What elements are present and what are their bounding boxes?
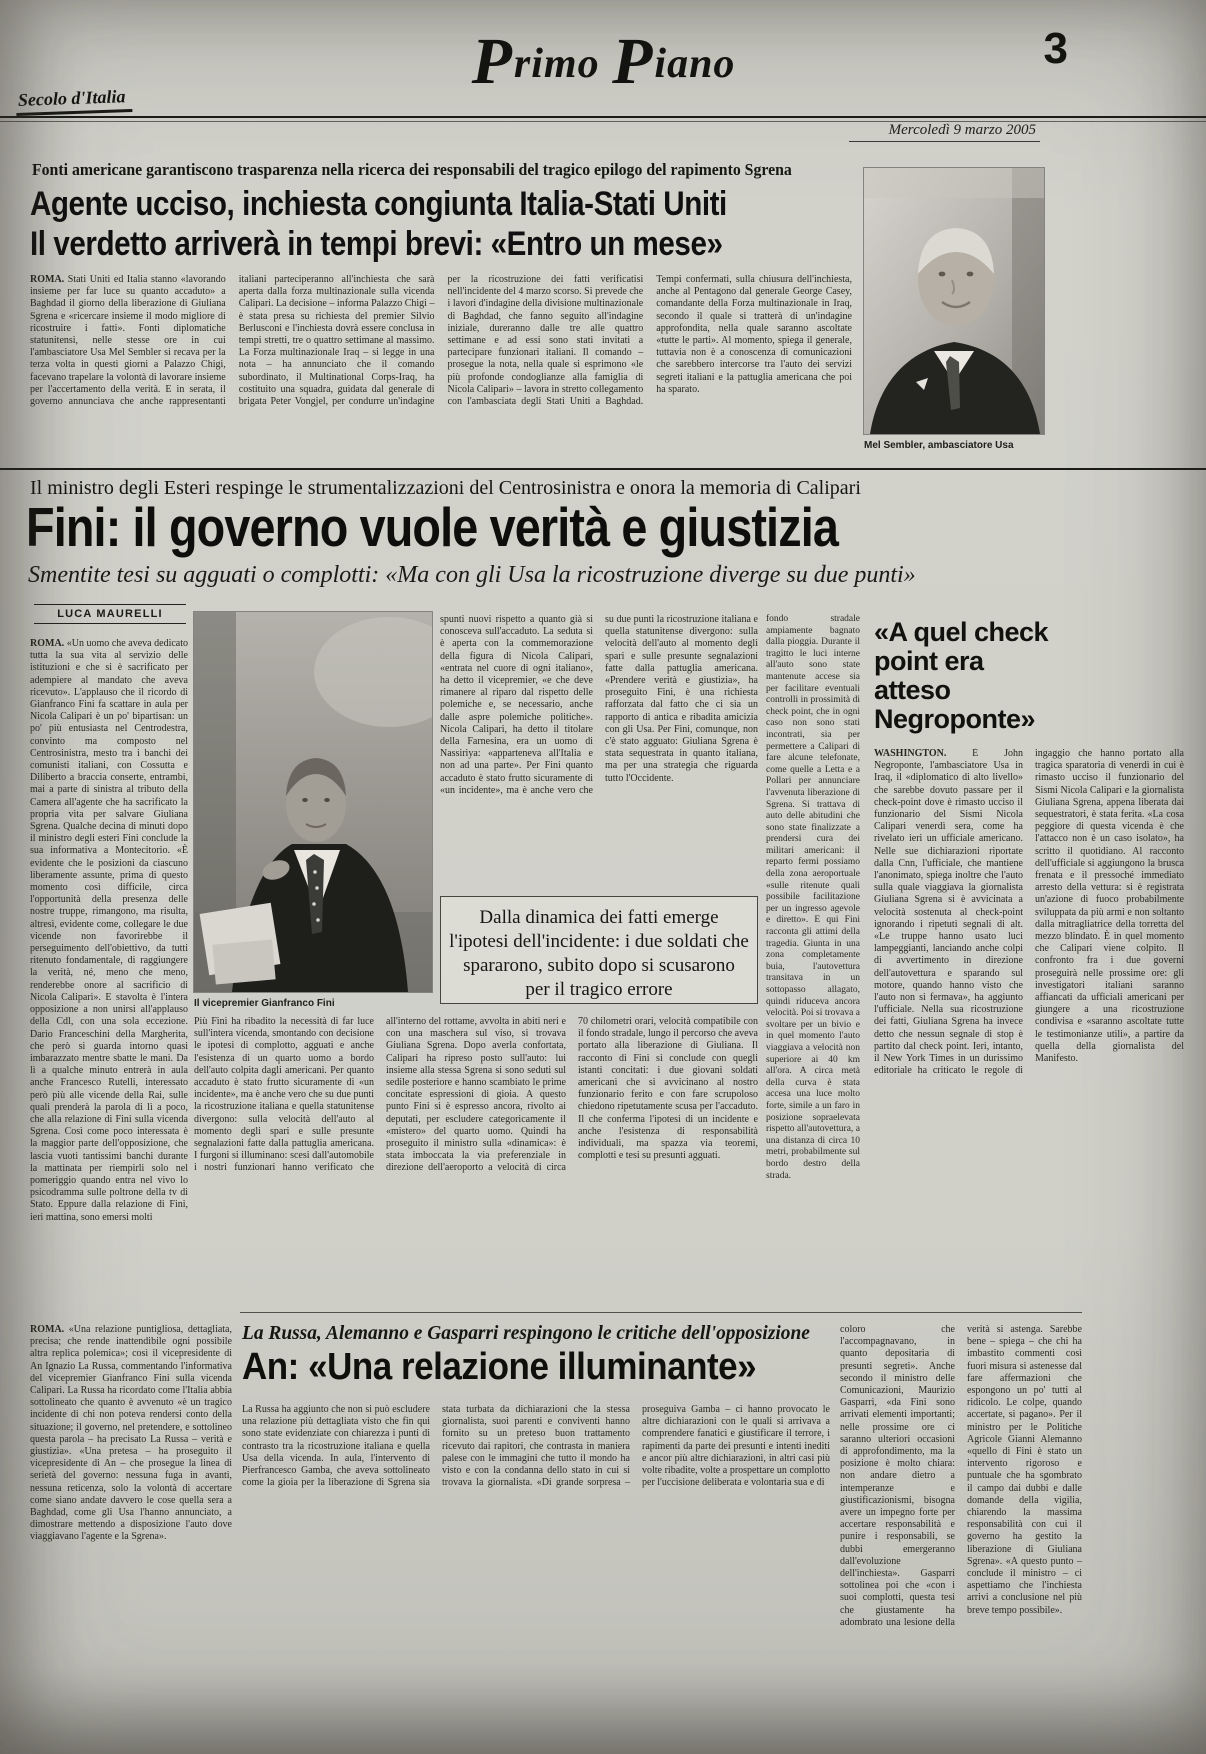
sidebar-title: «A quel check point era atteso Negroponte» (874, 617, 1049, 734)
section-divider (0, 468, 1206, 470)
article-bottom-col-left: ROMA. «Una relazione puntigliosa, dettagliata, precisa; che rende inattendibile ogni possibile altra replica polemica»; così il vicepresidente di An Ignazio La Russa, commentando l'informativa del vicepremier Gianfranco Fini sulla vicenda Calipari. La Russa ha ricordato come l'Italia abbia sottolineato che quanto è avvenuto «è un tragico incidente di chi non poteva rendersi conto della situazione; il governo, nel pretendere, e sottolineo questa parola – ha precisato La Russa – verità e giustizia». «Una pretesa – ha proseguito il vicepresidente di An – che prosegue la linea di serietà del governo: nessuna fuga in avanti, nessuna reticenza, solo la volontà di accertare come siano andate davvero le cose quella sera a Baghdad, come gli Usa l'hanno annunciato, a dimostrare mettendo a disposizione l'auto dove viaggiavano l'agente e la Sgrena». (30, 1324, 232, 1543)
article-top-headline (30, 184, 813, 264)
photo-gianfranco-fini-image (194, 612, 432, 992)
masthead: Secolo d'Italia (16, 86, 132, 116)
photo-mel-sembler (864, 168, 1044, 434)
article-main-col-left: ROMA. «Un uomo che aveva dedicato tutta la sua vita al servizio delle istituzioni e che si è sacrificato per adempiere al mandato che aveva ricevuto». L'applauso che il ricordo di Gianfranco Fini fa scattare in aula per Nicola Calipari è un po' bipartisan: un po' più entusiasta nel Centrodestra, convinto ma composto nel Centrosinistra, mesto tra i banchi dei comunisti italiani, con Cossutta e Diliberto a braccia conserte, entrambi, mai a parte di sinistra al tributo della Camera all'agente che ha sacrificato la propria vita per salvare Giuliana Sgrena. Qualche decina di minuti dopo il ministro degli esteri Fini conclude la sua informativa a Montecitorio. «È evidente che le posizioni da ciascuno liberamente assunte, prima di questo momento così difficile, circa l'opportunità della presenza delle nostre truppe, rimangono, ma risulta, altresì, evidente come, collegare le due vicende non favorirebbe il perseguimento dell'obiettivo, da tutti ritenuto fondamentale, di raggiungere la verità, né, meno che meno, renderebbe onore al sacrificio di Nicola Calipari». E stavolta è l'intera opposizione a non unirsi all'applauso della Cdl, con una sola eccezione. Dario Franceschini della Margherita, che però si guarda intorno quasi imbarazzato mentre sbatte le mani. Da lì a qualche minuto entrerà in aula anche Francesco Rutelli, interessato però più alle vicende della Rai, sulle quali prenderà la parola di lì a poco, che alla relazione di Fini sulla vicenda Sgrena. Così come poco interessata è la maggior parte dell'opposizione, che lascia vuoti tantissimi banchi durante la mattinata per riempirli solo nel pomeriggio quando entra nel vivo lo psicodramma sulle poltrone della tv di Stato. Eppure dalla relazione di Fini, ieri mattina, sono emersi molti (30, 638, 188, 1223)
article-bottom-kicker: La Russa, Alemanno e Gasparri respingono le critiche dell'opposizione (242, 1322, 810, 1344)
article-bottom-headline: An: «Una relazione illuminante» (242, 1346, 757, 1388)
article-main-subhead: Smentite tesi su agguati o complotti: «Ma con gli Usa la ricostruzione diverge su due punti» (28, 562, 916, 588)
section-title-initial: P (471, 25, 513, 98)
article-top-headline-line2: Il verdetto arriverà in tempi brevi: «Entro un mese» (30, 225, 723, 263)
article-main-pullquote: Dalla dinamica dei fatti emerge l'ipotesi dell'incidente: i due soldati che spararono, subito dopo si scusarono per il tragico errore (440, 896, 758, 1004)
article-top-headline-line1: Agente ucciso, inchiesta congiunta Italia-Stati Uniti (30, 185, 727, 223)
sidebar-dateline: WASHINGTON. (874, 748, 947, 759)
header-rule (0, 116, 1206, 118)
photo-mel-sembler-image (864, 168, 1044, 434)
photo-gianfranco-fini (194, 612, 432, 992)
article-main-kicker: Il ministro degli Esteri respinge le strumentalizzazioni del Centrosinistra e onora la memoria di Calipari (30, 477, 861, 499)
date: Mercoledì 9 marzo 2005 (849, 122, 1040, 142)
article-top-body: ROMA. Stati Uniti ed Italia stanno «lavorando insieme per far luce su quanto accaduto» a Baghdad il giorno della liberazione di Giuliana Sgrena e «ricercare insieme il modo migliore di ricostruire i fatti». Fonti diplomatiche statunitensi, nelle stesse ore in cui l'ambasciatore Usa Mel Sembler si recava per la terza volta in questi giorni a Palazzo Chigi, facevano trapelare la volontà di lavorare insieme per l'accertamento della verità. E in serata, il governo annunciava che anche rappresentanti italiani parteciperanno all'inchiesta che sarà aperta dalla forza multinazionale sulla vicenda Calipari. La decisione – informa Palazzo Chigi – è stata presa su richiesta del premier Silvio Berlusconi e l'inchiesta dovrà essere conclusa in tempi stretti, tre o quattro settimane al massimo. La Forza multinazionale Iraq – si legge in una nota – ha annunciato che il comando subordinato, il Multinational Corps-Iraq, ha costituito una squadra, guidata dal generale di brigata Peter Vongjel, per condurre un'indagine per la ricostruzione dei fatti verificatisi nell'incidente del 4 marzo scorso. Si prevede che i lavori d'indagine della divisione multinazionale di Baghdad, che fanno seguito all'indagine iniziale, dureranno dalle tre alle quattro settimane e ad essi sono stati invitati a partecipare funzionari italiani. Il comando – prosegue la nota, nella quale si esprimono «le più profonde condoglianze alla famiglia di Nicola Calipari» – lavora in stretto collegamento con l'ambasciata degli Stati Uniti a Baghdad. Tempi confermati, sulla chiusura dell'inchiesta, anche al Pentagono dal generale George Casey, comandante della Forza multinazionale in Iraq, secondo il quale si tratterà di un'indagine approfondita, nella quale saranno ascoltate «tutte le parti». Al momento, spiega il generale, tuttavia non è a conoscenza di comunicazioni che sarebbero intercorse tra l'auto dei servizi segreti italiani e la pattuglia americana che poi ha sparato. (30, 274, 852, 408)
article-bottom-col-right: coloro che l'accompagnavano, in quanto depositaria di presunti segreti». Anche secondo il ministro delle Comunicazioni, Maurizio Gasparri, «da Fini sono arrivati elementi importanti; nelle prossime ore ci saranno ulteriori occasioni di approfondimento, ma la posizione è molto chiara: non andare dietro a intemperanze e giustificazionismi, bisogna avere un impegno forte per accertare responsabilità e punire i responsabili, se dubbi emergeranno dall'evoluzione dell'inchiesta». Gasparri sottolinea poi che «con i suoi complotti, questa tesi che giustamente ha adombrato una lesione della verità si astenga. Sarebbe bene – spiega – che chi ha imbastito commenti così fuori misura si astenesse dal fare affermazioni che espongono un po' tutti al ridicolo. Le colpe, quando accertate, si pagano». Per il ministro per le Politiche Agricole Gianni Alemanno «quello di Fini è stato un intervento rigoroso e puntuale che ha sgombrato il campo dai dubbi e dalle domande della vigilia, chiarendo la massima responsabilità con cui il governo ha gestito la liberazione di Giuliana Sgrena». «A questo punto – conclude il ministro – ci aspettiamo che l'inchiesta arrivi a conclusione nel più breve tempo possibile». (840, 1324, 1082, 1628)
section-title-text: rimo (513, 41, 612, 87)
article-main-col-right: fondo stradale ampiamente bagnato dalla pioggia. Durante il tragitto le luci interne all'auto sono state mantenute accese sia per facilitare eventuali controlli in prossimità di check point, che in ogni caso non sono stati incontrati, sia per permettere a Calipari di fare alcune telefonate, come quelle a Letta e a Pollari per annunciare l'avvenuta liberazione di Sgrena. Si trattava di auto delle abitudini che sono state finalizzate a prendersi cura dei militari americani: il reparto fermi possiamo della zona aeroportuale «sulle ritenute quali possibile facilitazione per un ingresso agevole e diretto». E qui Fini racconta gli attimi della tragedia. Giunta in una zona completamente buia, l'autovettura transitava in un sottopasso allagato, quindi riduceva ancora velocità. Poi si trovava a svoltare per un bivio e in quel momento l'auto viaggiava a velocità non superiore ai 40 km all'ora. A circa metà della curva è stata accesa una luce molto forte, simile a un faro in posizione sopraelevata rispetto all'autovettura, a una distanza di circa 10 metri, probabilmente sul bordo destro della strada. (766, 614, 860, 1181)
article-main-col-mid-bottom: Più Fini ha ribadito la necessità di far luce sull'intera vicenda, smontando con decisione le ipotesi di complotto, agguati e anche l'esistenza di un quarto uomo a bordo dell'auto colpita dagli americani. Per quanto accaduto è stato frutto sicuramente di «un incidente», ma è anche vero che su due punti la ricostruzione italiana e quella statunitense divergono: sulla velocità dell'auto al momento degli spari e sulle presunte segnalazioni fatte dalla pattuglia americana. I furgoni si illuminano: scesi dall'automobile i nostri funzionari hanno verificato che all'interno del rottame, avvolta in abiti neri e con una maschera sul viso, si trovava Giuliana Sgrena. Dopo averla confortata, Calipari ha ripreso posto sull'auto: lui insieme alla stessa Sgrena si sono seduti sul sedile posteriore e hanno scambiato le prime concitate espressioni di gioia. A questo punto Fini si è espresso ancora, rivolto ai deputati, per escludere categoricamente il «mistero» del quarto uomo. Quindi ha proseguito il ministro sulla «dinamica»: è stata imboccata la via preferenziale in direzione dell'aeroporto a velocità di circa 70 chilometri orari, velocità compatibile con il fondo stradale, lungo il percorso che aveva portato alla liberazione di Giuliana. Il racconto di Fini si conclude con quegli istanti concitati: i due giovani soldati americani che si avvicinano al nostro funzionario ferito e con fare scrupoloso chiedono ripetutamente scusa per l'accaduto. Il che conferma l'ipotesi di un incidente e anche l'esistenza di responsabilità individuali, ma spazza via teoremi, complotti e tesi su presunti agguati. (194, 1016, 758, 1174)
article-main-headline: Fini: il governo vuole verità e giustizia (26, 496, 839, 558)
section-title-text-2: iano (654, 41, 736, 87)
article-top-kicker: Fonti americane garantiscono trasparenza nella ricerca dei responsabili del tragico epilogo del rapimento Sgrena (32, 160, 792, 179)
article-bottom-dateline: ROMA. (30, 1324, 65, 1335)
bottom-divider (240, 1312, 1082, 1313)
page-number: 3 (1043, 24, 1068, 73)
section-title-initial-2: P (612, 25, 654, 98)
photo-mel-sembler-caption: Mel Sembler, ambasciatore Usa (864, 440, 1014, 451)
sidebar-body: WASHINGTON. È John Negroponte, l'ambasciatore Usa in Iraq, il «diplomatico di alto livello» che sarebbe dovuto passare per il check-point dove è rimasto ucciso il funzionario del Sismi Nicola Calipari venerdì sera, come ha rivelato ieri un ufficiale americano. Nelle sue dichiarazioni riportate dalla Cnn, l'ufficiale, che mantiene l'anonimato, spiega inoltre che l'auto sulla quale viaggiava la giornalista Giuliana Sgrena si è avvicinata a velocità sostenuta al check-point ignorando i ripetuti segnali di alt. «Le truppe hanno usato luci lampeggianti, lanciando anche colpi di avvertimento in direzione dell'autovettura e sparando sul motore, quando hanno visto che l'auto non si fermava», ha aggiunto l'ufficiale. Nella sua ricostruzione dei fatti, Giuliana Sgrena ha invece detto che nessun segnale di stop è partito dal check point. Ieri, intanto, il New York Times in un durissimo editoriale ha criticato le regole di ingaggio che hanno portato alla tragica sparatoria di venerdì in cui è rimasto ucciso il funzionario del Sismi Nicola Calipari e la giornalista Giuliana Sgrena, appena liberata dai sequestratori, è stata ferita. «La cosa peggiore di questa vicenda è che l'attacco non è un caso isolato», ha scritto il quotidiano. Al racconto dell'ufficiale si aggiungono la brusca frenata e il pressoché immediato arresto della vettura: si è registrata un'azione di fuoco probabilmente sviluppata da più armi e non soltanto dalla mitragliatrice della torretta del mezzo blindato. È in quel momento che Calipari viene colpito. Il confronto fra i due governi proseguirà nelle prossime ore: gli investigatori italiani saranno affiancati da ufficiali americani per giungere a una ricostruzione condivisa e «saranno ascoltate tutte le testimonianze utili», a partire da quella della giornalista del Manifesto. (874, 748, 1184, 1077)
article-main-byline: LUCA MAURELLI (34, 604, 186, 624)
article-bottom-body: La Russa ha aggiunto che non si può escludere una relazione più dettagliata visto che fin qui sono state evidenziate con chiarezza i punti di contrasto tra la ricostruzione italiana e quella Usa della vicenda. In aula, l'intervento di Pierfrancesco Gamba, che aveva sottolineato come la gioia per la liberazione di Sgrena sia stata turbata da dichiarazioni che la stessa giornalista, suoi parenti e conviventi hanno fornito su un preteso buon trattamento ricevuto dai rapitori, che contrasta in maniera palese con le immagini che tutto il mondo ha visto e con la condanna dello stato in cui si trovava la giornalista. «Di grande sorpresa – proseguiva Gamba – ci hanno provocato le altre dichiarazioni con le quali si arrivava a comprendere fanatici e giustificare il terrore, i rapimenti da parte dei presunti e intenti inediti e ancor più altre dichiarazioni, in altri casi più volte ribadite, volte a prospettare un complotto per l'uccisione deliberata e volontaria sua e di (242, 1404, 830, 1489)
article-top-dateline: ROMA. (30, 274, 65, 285)
photo-gianfranco-fini-caption: Il vicepremier Gianfranco Fini (194, 998, 335, 1009)
article-main-dateline: ROMA. (30, 638, 65, 649)
article-main-col-mid-top: spunti nuovi rispetto a quanto già si conosceva sull'accaduto. La seduta si è aperta con la commemorazione della figura di Nicola Calipari, «entrata nel cuore di ogni italiano», ha detto il vicepremier, «e che deve rimanere al riparo dal rispetto delle polemiche e, se necessario, anche dalle aspre polemiche politiche». Nicola Calipari, ha detto il titolare della Farnesina, era un uomo di Nassiriya: «apparteneva all'Italia e non ad una parte». Per Fini quanto accaduto è stato frutto sicuramente di «un incidente», ma è anche vero che su due punti la ricostruzione italiana e quella statunitense divergono: sulla velocità dell'auto al momento degli spari e sulle presunte segnalazioni fatte dalla pattuglia americana. «Prendere verità e giustizia», ha proseguito Fini, è una richiesta rafforzata dal fatto che ci sia un rapporto di antica e ribadita amicizia con gli Usa. Per Fini, comunque, non c'è stato agguato: Giuliana Sgrena è stata sequestrata in quanto italiana, ma per una strategia che riguarda tutto l'Occidente. (440, 614, 758, 796)
